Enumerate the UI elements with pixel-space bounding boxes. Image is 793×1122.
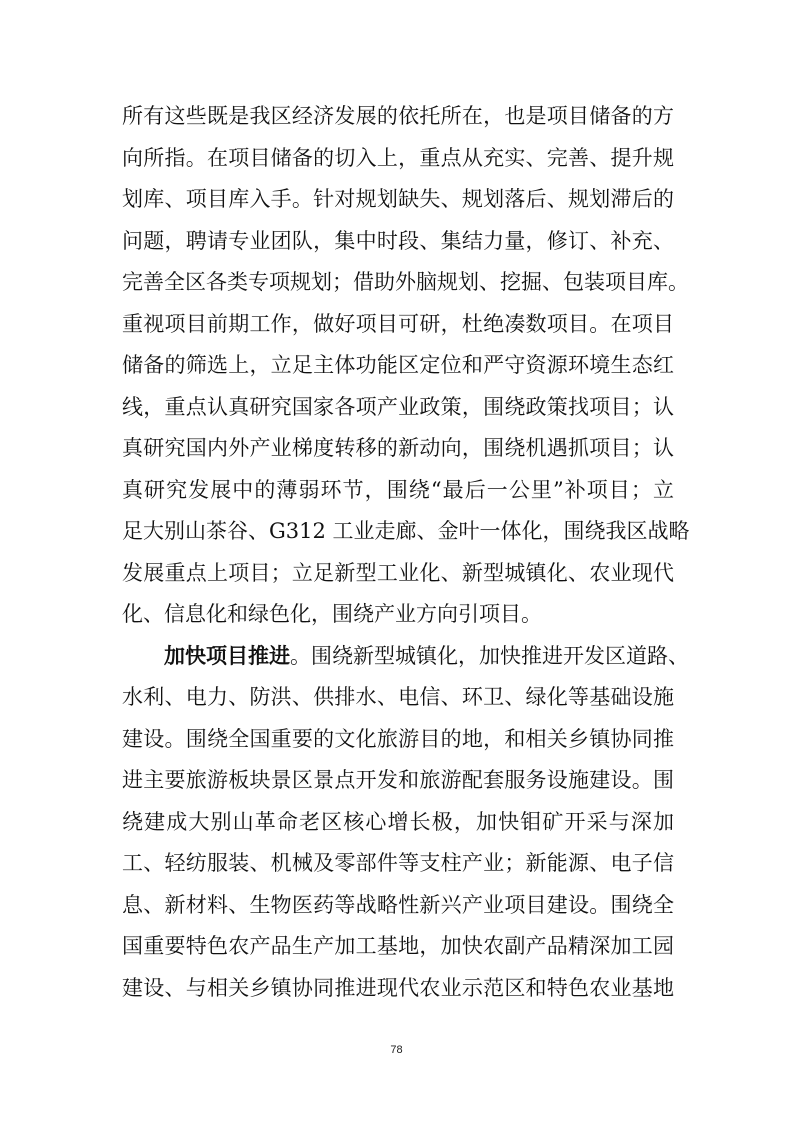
body-text	[122, 96, 690, 1009]
paragraph-line: 线，重点认真研究国家各项产业政策，围绕政策找项目；认	[122, 394, 674, 419]
paragraph-line: 进主要旅游板块景区景点开发和旅游配套服务设施建设。围	[122, 768, 674, 792]
paragraph-line: 息、新材料、生物医药等战略性新兴产业项目建设。围绕全	[122, 892, 674, 917]
paragraph-line: 国重要特色农产品生产加工基地，加快农副产品精深加工园	[122, 934, 674, 958]
paragraph-line: 向所指。在项目储备的切入上，重点从充实、完善、提升规	[122, 145, 674, 170]
paragraph-line: 水利、电力、防洪、供排水、电信、环卫、绿化等基础设施	[122, 685, 674, 709]
paragraph-line: 工、轻纺服装、机械及零部件等支柱产业；新能源、电子信	[122, 851, 674, 875]
paragraph-line: 化、信息化和绿色化，围绕产业方向引项目。	[122, 602, 542, 626]
paragraph-line: 真研究发展中的薄弱环节，围绕“最后一公里”补项目；立	[122, 477, 674, 502]
paragraph-line: 真研究国内外产业梯度转移的新动向，围绕机遇抓项目；认	[122, 436, 674, 460]
paragraph-line: 问题，聘请专业团队，集中时段、集结力量，修订、补充、	[122, 228, 674, 253]
paragraph-line: 所有这些既是我区经济发展的依托所在，也是项目储备的方	[122, 104, 674, 128]
section-heading: 加快项目推进	[164, 643, 290, 668]
paragraph-line: 储备的筛选上，立足主体功能区定位和严守资源环境生态红	[122, 353, 674, 377]
paragraph-line: 建设、与相关乡镇协同推进现代农业示范区和特色农业基地	[122, 975, 674, 1000]
paragraph-line: 足大别山茶谷、G312 工业走廊、金叶一体化，围绕我区战略	[122, 519, 690, 543]
page-number: 78	[390, 1044, 403, 1056]
paragraph-line: 重视项目前期工作，做好项目可研，杜绝凑数项目。在项目	[122, 311, 674, 336]
paragraph-line: 绕建成大别山革命老区核心增长极，加快钼矿开采与深加	[122, 809, 674, 834]
paragraph-line: 发展重点上项目；立足新型工业化、新型城镇化、农业现代	[122, 560, 674, 585]
paragraph-line: 完善全区各类专项规划；借助外脑规划、挖掘、包装项目库。	[122, 270, 689, 294]
paragraph-line: 划库、项目库入手。针对规划缺失、规划落后、规划滞后的	[122, 187, 674, 211]
paragraph-line: 建设。围绕全国重要的文化旅游目的地，和相关乡镇协同推	[122, 726, 674, 751]
paragraph-first-line	[122, 636, 689, 678]
paragraph-line-rest: 。围绕新型城镇化，加快推进开发区道路、	[290, 643, 689, 668]
